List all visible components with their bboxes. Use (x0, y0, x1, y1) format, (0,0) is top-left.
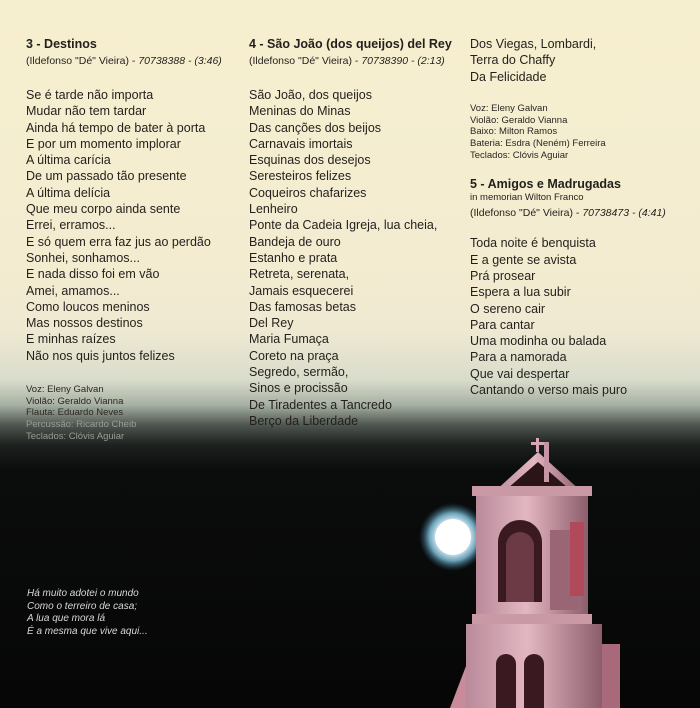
song-column-4 (249, 36, 464, 429)
song-column-3 (26, 36, 241, 443)
lyric-line: A última carícia (26, 153, 111, 168)
lyric-line: Ainda há tempo de bater à porta (26, 120, 206, 135)
memorial-dedication: in memorian Wilton Franco (470, 192, 584, 204)
lyric-line: Da Felicidade (470, 69, 547, 84)
lyric-line: A última delícia (26, 185, 111, 200)
lyric-line: Carnavais imortais (249, 136, 353, 151)
lyric-line: De Tiradentes a Tancredo (249, 397, 392, 412)
lyrics-continued (470, 36, 695, 85)
musician-credit: Voz: Eleny Galvan (26, 384, 104, 396)
musician-credit: Baixo: Milton Ramos (470, 126, 558, 138)
song-code: 70738388 - (3:46) (138, 55, 222, 67)
lyric-line: Prá prosear (470, 269, 536, 283)
musician-credit: Violão: Geraldo Vianna (470, 114, 568, 126)
lyric-line: Jamais esquecerei (249, 283, 354, 298)
lyric-line: Cantando o verso mais puro (470, 383, 628, 398)
lyrics (470, 235, 695, 398)
lyric-line: Se é tarde não importa (26, 88, 154, 102)
lyric-line: E minhas raízes (26, 332, 116, 347)
lyric-line: E a gente se avista (470, 252, 577, 267)
lyric-line: Que meu corpo ainda sente (26, 202, 181, 217)
lyric-line: E por um momento implorar (26, 136, 181, 151)
song-title: 3 - Destinos (26, 37, 97, 51)
lyric-line: Bandeja de ouro (249, 234, 341, 249)
lyric-line: E só quem erra faz jus ao perdão (26, 234, 211, 249)
lyric-line: Como loucos meninos (26, 299, 150, 314)
lyric-line: Del Rey (249, 316, 294, 331)
lyric-line: Segredo, sermão, (249, 365, 349, 380)
lyric-line: Terra do Chaffy (470, 53, 556, 68)
lyric-line: Para a namorada (470, 350, 567, 365)
song-title: 5 - Amigos e Madrugadas (470, 177, 621, 192)
lyric-line: Maria Fumaça (249, 332, 329, 347)
song-author: (Ildefonso "Dé" Vieira) - (470, 207, 580, 220)
lyric-line: Estanho e prata (249, 250, 338, 265)
song-column-5 (470, 36, 695, 398)
lyric-line: Esquinas dos desejos (249, 153, 371, 168)
lyric-line: Dos Viegas, Lombardi, (470, 37, 597, 51)
musician-credit: Voz: Eleny Galvan (470, 102, 548, 114)
lyrics (26, 87, 241, 364)
lyric-line: Mas nossos destinos (26, 316, 143, 331)
song-5 (470, 176, 695, 398)
song-code: 70738473 - (4:41) (582, 207, 666, 220)
musician-credits (470, 103, 695, 162)
lyric-line: São João, dos queijos (249, 88, 373, 102)
musician-credit: Flauta: Eduardo Neves (26, 407, 124, 419)
lyrics (249, 87, 464, 429)
lyric-line: Uma modinha ou balada (470, 334, 607, 349)
lyric-line: Amei, amamos... (26, 283, 120, 298)
lyric-line: Ponte da Cadeia Igreja, lua cheia, (249, 218, 438, 233)
poem-line: A lua que mora lá (27, 613, 106, 624)
lyric-line: Seresteiros felizes (249, 169, 352, 184)
lyric-line: Sonhei, sonhamos... (26, 250, 140, 265)
lyric-line: O sereno cair (470, 301, 546, 316)
poem-line: É a mesma que vive aqui... (27, 625, 148, 637)
church-tower-illustration (410, 430, 700, 708)
lyric-line: Não nos quis juntos felizes (26, 348, 175, 363)
poem-line: Como o terreiro de casa; (27, 600, 138, 612)
lyric-line: Das canções dos beijos (249, 120, 382, 135)
poem-line: Há muito adotei o mundo (27, 588, 139, 599)
musician-credits (26, 384, 241, 443)
lyric-line: E nada disso foi em vão (26, 267, 160, 282)
lyric-line: Berço da Liberdade (249, 413, 359, 428)
song-code: 70738390 - (2:13) (361, 55, 445, 67)
song-credit (249, 54, 464, 69)
lyric-line: Coreto na praça (249, 348, 339, 363)
lyric-line: Meninas do Minas (249, 104, 351, 119)
musician-credit: Percussão: Ricardo Cheib (26, 419, 137, 431)
lyric-line: Que vai despertar (470, 366, 570, 381)
musician-credit: Violão: Geraldo Vianna (26, 395, 124, 407)
lyric-line: Das famosas betas (249, 299, 356, 314)
lyric-line: Mudar não tem tardar (26, 104, 147, 119)
musician-credit: Teclados: Clóvis Aguiar (470, 149, 569, 161)
lyric-line: Toda noite é benquista (470, 236, 596, 251)
song-author: (Ildefonso "Dé" Vieira) - (249, 55, 359, 67)
musician-credit: Teclados: Clóvis Aguiar (26, 430, 125, 442)
lyric-line: Errei, erramos... (26, 218, 116, 233)
lyric-line: Retreta, serenata, (249, 267, 350, 282)
lyric-line: Para cantar (470, 317, 535, 332)
song-credit (470, 206, 695, 221)
lyric-line: De um passado tão presente (26, 169, 187, 184)
lyric-line: Sinos e procissão (249, 381, 348, 396)
lyric-line: Coqueiros chafarizes (249, 185, 367, 200)
musician-credit: Bateria: Esdra (Neném) Ferreira (470, 138, 606, 149)
song-title: 4 - São João (dos queijos) del Rey (249, 37, 452, 51)
lyric-line: Espera a lua subir (470, 285, 571, 300)
song-author: (Ildefonso "Dé" Vieira) - (26, 55, 136, 67)
lyric-line: Lenheiro (249, 202, 298, 217)
poem (27, 588, 148, 638)
song-credit (26, 54, 241, 69)
